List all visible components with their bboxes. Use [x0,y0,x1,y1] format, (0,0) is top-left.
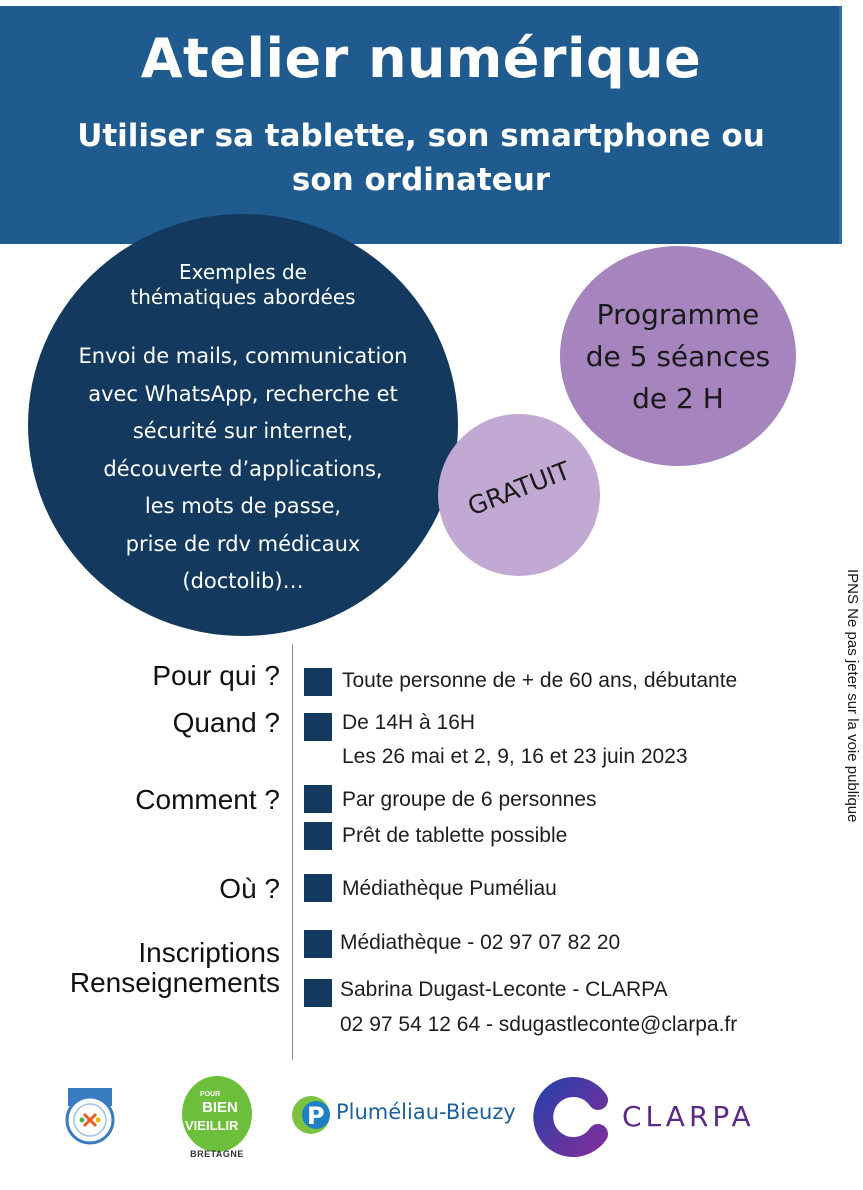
commune-logo-name: Pluméliau-Bieuzy [336,1100,516,1124]
info-how-tablet: Prêt de tablette possible [342,824,568,847]
bullet-square [304,874,332,902]
commune-logo-icon [291,1095,333,1135]
program-line-2: de 5 séances [585,340,771,373]
themes-line: prise de rdv médicaux [125,531,361,556]
bullet-square [304,668,332,696]
partner-badge-logo [62,1084,118,1146]
program-text [560,294,796,420]
program-line-3: de 2 H [632,382,724,415]
free-circle [438,414,600,576]
side-note: IPNS Ne pas jeter sur la voie publique [844,569,861,823]
label-registration-line-2: Renseignements [69,967,280,998]
pbv-word-pour: POUR [200,1091,221,1098]
free-label: GRATUIT [463,455,575,522]
pour-bien-vieillir-logo [180,1068,254,1160]
info-divider [292,644,293,1060]
pbv-region-label: BRETAGNE [190,1149,244,1159]
label-registration-line-1: Inscriptions [138,937,280,968]
themes-line: sécurité sur internet, [132,419,354,443]
bullet-square [304,713,332,741]
themes-line: avec WhatsApp, recherche et [88,381,398,406]
label-registration [70,938,280,998]
bullet-square [304,822,332,850]
page-title: Atelier numérique [140,27,702,90]
pbv-word-bien: BIEN [202,1099,238,1116]
themes-line: découverte d’applications, [103,456,383,481]
label-how: Comment ? [135,784,280,815]
header-edge-stripe [839,6,842,244]
bullet-square [304,979,332,1007]
themes-list [38,338,448,601]
bullet-square [304,785,332,813]
themes-line: (doctolib)… [182,569,304,593]
header-banner [0,6,842,244]
info-registration-phone-email: 02 97 54 12 64 - sdugastleconte@clarpa.fr [340,1013,738,1036]
info-when-dates: Les 26 mai et 2, 9, 16 et 23 juin 2023 [342,745,688,768]
commune-logo-letter: P [307,1102,325,1130]
themes-circle [28,214,458,636]
label-who: Pour qui ? [152,660,280,691]
themes-heading-line-1: Exemples de [179,260,307,284]
info-who-audience: Toute personne de + de 60 ans, débutante [342,669,738,692]
program-circle [560,246,796,466]
info-registration-contact: Sabrina Dugast-Leconte - CLARPA [340,978,668,1001]
label-when: Quand ? [172,707,280,738]
info-where-venue: Médiathèque Puméliau [342,877,557,900]
info-when-hours: De 14H à 16H [342,711,476,734]
themes-line: Envoi de mails, communication [78,344,408,368]
themes-heading-line-2: thématiques abordées [130,285,356,309]
subtitle-line-1: Utiliser sa tablette, son smartphone ou [77,118,765,154]
subtitle-line-2: son ordinateur [291,162,551,198]
label-where: Où ? [219,873,280,904]
program-line-1: Programme [596,298,760,331]
pbv-word-vieillir: VIEILLIR [185,1118,239,1133]
themes-heading [68,260,418,310]
clarpa-logo-icon [538,1080,610,1154]
bullet-square [304,930,332,958]
themes-line: les mots de passe, [144,494,342,518]
clarpa-logo-name: CLARPA [622,1100,755,1133]
page-subtitle [60,114,782,202]
info-registration-library: Médiathèque - 02 97 07 82 20 [340,931,621,954]
info-how-group: Par groupe de 6 personnes [342,788,597,811]
